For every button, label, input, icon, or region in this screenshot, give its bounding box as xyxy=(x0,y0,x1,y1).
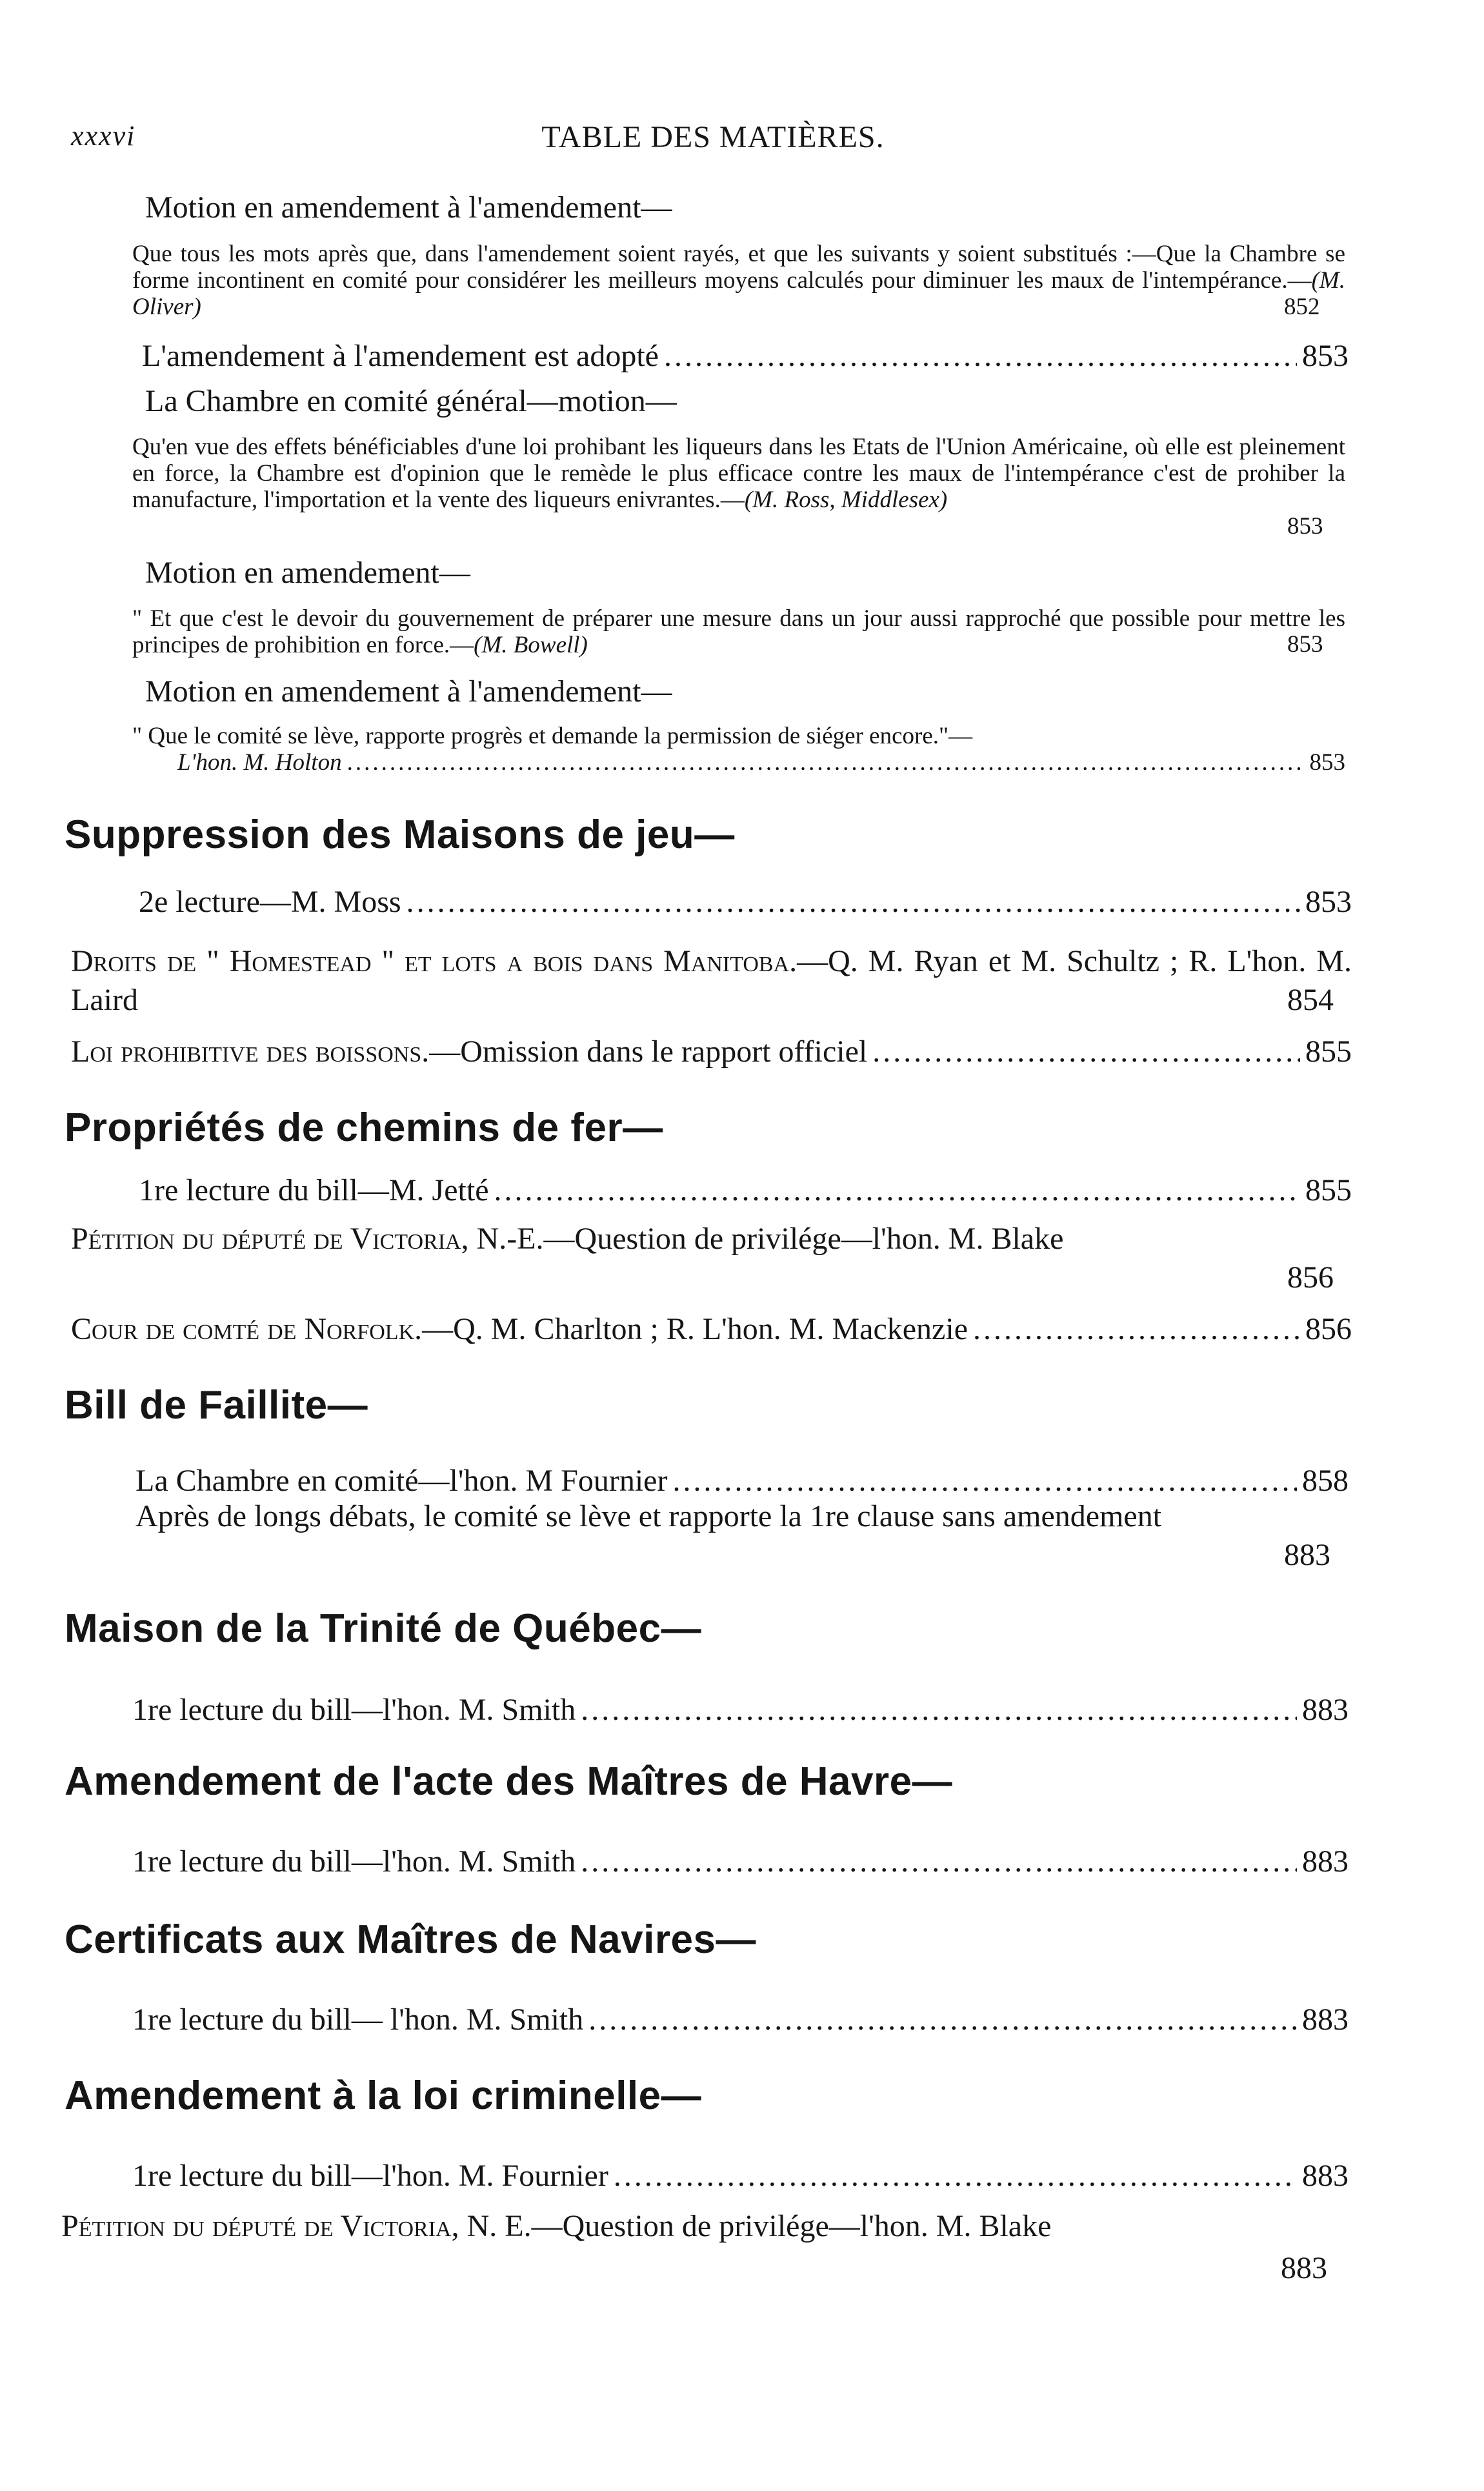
toc-entry-petition-victoria: Pétition du député de Victoria, N.-E.—Question de privilége—l'hon. M. Blake xyxy=(71,1222,1064,1256)
section-heading-bill-de-faillite: Bill de Faillite— xyxy=(65,1383,368,1427)
toc-entry-smith-3: 1re lecture du bill— l'hon. M. Smith ..... 883 xyxy=(132,2001,1349,2039)
toc-entry-quote-bowell: " Et que c'est le devoir du gouvernement de préparer une mesure dans un jour aussi rapproché que possible pour mettre les principes de prohibition en force.—(M. Bowell) xyxy=(132,605,1345,658)
section-heading-maitres-de-navires: Certificats aux Maîtres de Navires— xyxy=(65,1917,756,1962)
page-ref-853-a: 853 xyxy=(1287,513,1323,540)
toc-entry-quote-holton: " Que le comité se lève, rapporte progrès et demande la permission de siéger encore."— L'hon. M. Holton ..... 853 xyxy=(132,723,1345,776)
page-ref-854: 854 xyxy=(1287,983,1334,1017)
quote-text: Que tous les mots après que, dans l'amendement soient rayés, et que les suivants y soient substitués :—Que la Chambre se forme incontinent en comité pour considérer les meilleurs moyens calculés pour diminuer les maux de l'intempérance.—(M. Oliver) xyxy=(132,241,1345,320)
toc-entry-petition-victoria-2: Pétition du député de Victoria, N. E.—Question de privilége—l'hon. M. Blake xyxy=(61,2209,1052,2243)
toc-entry-fournier: La Chambre en comité—l'hon. M Fournier ..... 858 xyxy=(135,1462,1349,1500)
page-ref-856-a: 856 xyxy=(1287,1260,1334,1295)
page-ref-853-b: 853 xyxy=(1287,631,1323,658)
toc-entry-homestead: Droits de " Homestead " et lots a bois dans Manitoba.—Q. M. Ryan et M. Schultz ; R. L'hon. M. Laird xyxy=(71,944,1352,1017)
page-ref-883-a: 883 xyxy=(1284,1538,1330,1572)
section-heading-trinite-quebec: Maison de la Trinité de Québec— xyxy=(65,1606,702,1651)
toc-entry-moss: 2e lecture—M. Moss ..... 853 xyxy=(139,883,1352,922)
subheading-chambre-comite: La Chambre en comité général—motion— xyxy=(145,384,677,418)
toc-entry-loi-prohibitive: Loi prohibitive des boissons.—Omission dans le rapport officiel ..... 855 xyxy=(71,1033,1352,1071)
page-number: xxxvi xyxy=(71,120,136,152)
page-ref-883-last: 883 xyxy=(1281,2251,1327,2285)
subheading-motion-amendement-2: Motion en amendement à l'amendement— xyxy=(145,674,672,709)
subheading-motion-amendement: Motion en amendement à l'amendement— xyxy=(145,190,672,225)
subheading-motion-en-amendement: Motion en amendement— xyxy=(145,556,470,590)
toc-entry-smith-2: 1re lecture du bill—l'hon. M. Smith ..... 883 xyxy=(132,1842,1349,1881)
section-heading-maisons-de-jeu: Suppression des Maisons de jeu— xyxy=(65,812,735,857)
toc-entry-fournier-2: 1re lecture du bill—l'hon. M. Fournier ..... 883 xyxy=(132,2157,1349,2195)
section-heading-maitres-de-havre: Amendement de l'acte des Maîtres de Havre— xyxy=(65,1759,953,1804)
toc-entry-jette: 1re lecture du bill—M. Jetté ..... 855 xyxy=(139,1171,1352,1210)
toc-entry-amendement-adopte: L'amendement à l'amendement est adopté ..... 853 xyxy=(142,337,1349,376)
toc-entry-quote-ross: Qu'en vue des effets bénéficiables d'une loi prohibant les liqueurs dans les Etats de l'Union Américaine, où elle est pleinement en force, la Chambre est d'opinion que le remède le plus efficace contre les maux de l'intempérance c'est de prohiber la manufacture, l'importation et la vente des liqueurs enivrantes.—(M. Ross, Middlesex) xyxy=(132,434,1345,513)
page-ref-852: 852 xyxy=(1284,294,1320,320)
toc-entry-smith-1: 1re lecture du bill—l'hon. M. Smith ..... 883 xyxy=(132,1691,1349,1730)
section-heading-chemins-de-fer: Propriétés de chemins de fer— xyxy=(65,1105,663,1150)
running-title: TABLE DES MATIÈRES. xyxy=(541,120,885,154)
page-header xyxy=(71,119,1355,158)
section-heading-loi-criminelle: Amendement à la loi criminelle— xyxy=(65,2073,702,2118)
toc-entry-quote-oliver xyxy=(132,241,1345,320)
toc-entry-cour-norfolk: Cour de comté de Norfolk.—Q. M. Charlton ; R. L'hon. M. Mackenzie ..... 856 xyxy=(71,1310,1352,1349)
toc-entry-longs-debats: Après de longs débats, le comité se lève et rapporte la 1re clause sans amendement xyxy=(135,1499,1162,1533)
